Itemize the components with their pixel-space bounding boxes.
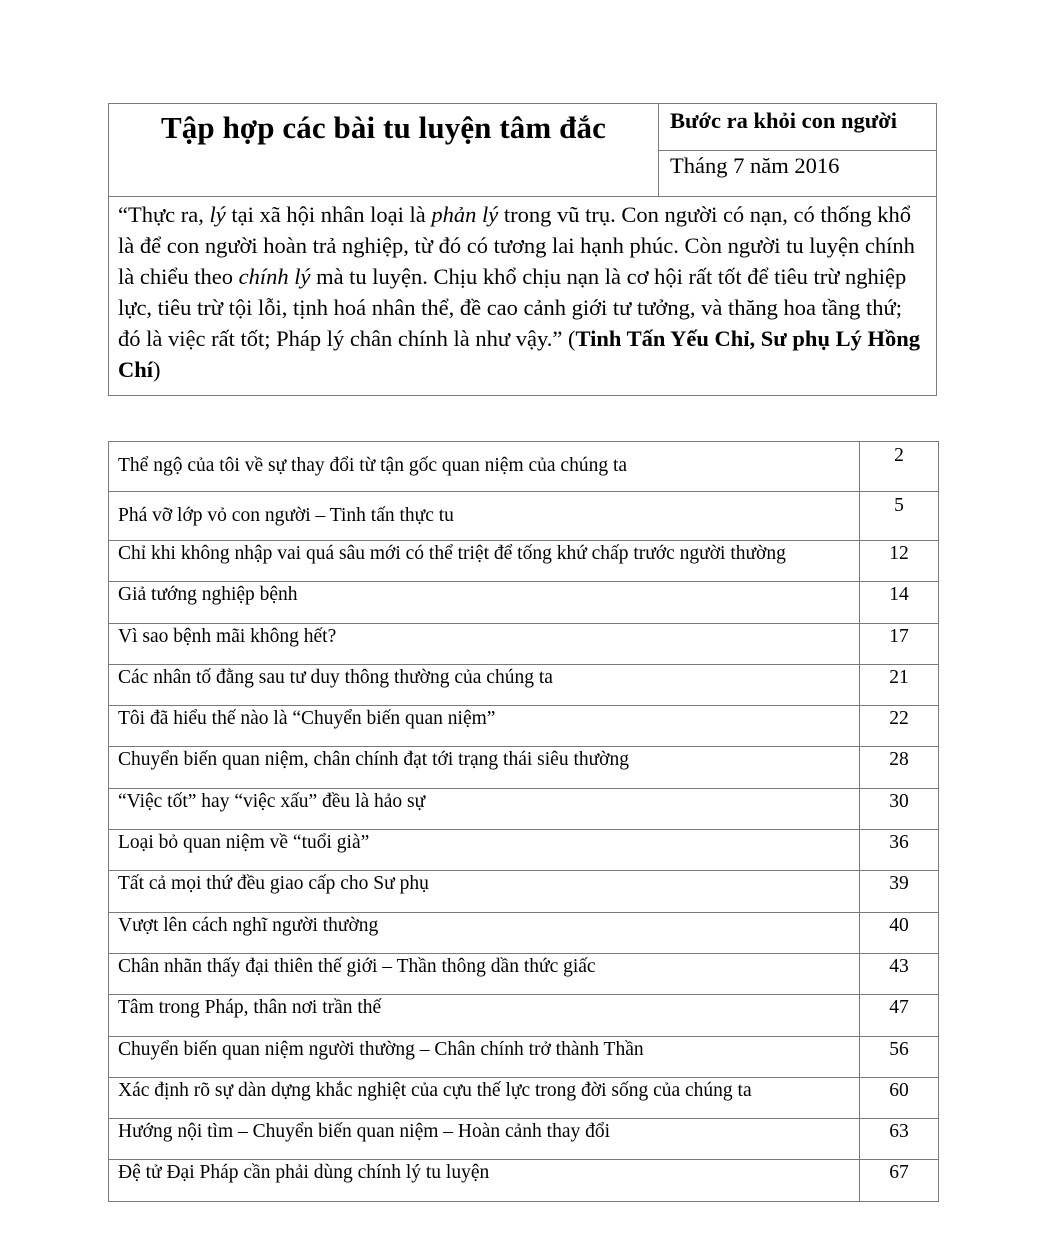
toc-page-cell xyxy=(860,871,939,912)
quote-segment: tại xã hội nhân loại là xyxy=(225,202,432,227)
toc-row[interactable] xyxy=(109,1077,939,1118)
toc-page-cell xyxy=(860,582,939,623)
subtitle-cell xyxy=(659,104,937,151)
quote-cell xyxy=(109,197,937,396)
toc-title[interactable]: Tâm trong Pháp, thân nơi trần thế xyxy=(118,997,382,1019)
toc-title-cell xyxy=(109,706,860,747)
toc-title-cell xyxy=(109,491,860,541)
toc-page-number: 56 xyxy=(889,1038,909,1060)
toc-row[interactable] xyxy=(109,830,939,871)
toc-row[interactable] xyxy=(109,912,939,953)
toc-title[interactable]: “Việc tốt” hay “việc xấu” đều là hảo sự xyxy=(118,790,426,812)
toc-title[interactable]: Các nhân tố đằng sau tư duy thông thường của chúng ta xyxy=(118,666,553,688)
toc-row[interactable] xyxy=(109,623,939,664)
toc-row[interactable] xyxy=(109,491,939,541)
toc-page-cell xyxy=(860,747,939,788)
toc-title-cell xyxy=(109,541,860,582)
toc-page-cell xyxy=(860,706,939,747)
toc-row[interactable] xyxy=(109,995,939,1036)
toc-title[interactable]: Chân nhãn thấy đại thiên thế giới – Thần thông dần thức giấc xyxy=(118,955,596,977)
toc-title-cell xyxy=(109,1119,860,1160)
toc-title-cell xyxy=(109,871,860,912)
toc-row[interactable] xyxy=(109,788,939,829)
toc-page-cell xyxy=(860,664,939,705)
toc-page-cell xyxy=(860,912,939,953)
toc-title[interactable]: Vì sao bệnh mãi không hết? xyxy=(118,625,337,647)
document-date: Tháng 7 năm 2016 xyxy=(670,153,840,178)
toc-title-cell xyxy=(109,788,860,829)
quote-segment: ) xyxy=(153,357,161,382)
quote-emphasis: lý xyxy=(209,202,226,227)
toc-row[interactable] xyxy=(109,706,939,747)
toc-title[interactable]: Xác định rõ sự dàn dựng khắc nghiệt của cựu thế lực trong đời sống của chúng ta xyxy=(118,1079,752,1101)
toc-title[interactable]: Thể ngộ của tôi về sự thay đổi từ tận gốc quan niệm của chúng ta xyxy=(118,455,628,476)
toc-title-cell xyxy=(109,1160,860,1201)
toc-title-cell xyxy=(109,1036,860,1077)
toc-title-cell xyxy=(109,995,860,1036)
toc-page-cell xyxy=(860,623,939,664)
toc-page-cell xyxy=(860,1160,939,1201)
toc-page-cell xyxy=(860,442,939,492)
quote-segment: trong vũ trụ. Con người có nạn, có thống khổ là để con người hoàn trả nghiệp, từ đó có tương lai hạnh phúc. Còn người tu luyện chính là chiểu theo xyxy=(118,202,915,289)
toc-page-number: 40 xyxy=(889,914,909,936)
toc-page-number: 12 xyxy=(889,543,909,564)
toc-title-cell xyxy=(109,582,860,623)
toc-title[interactable]: Tất cả mọi thứ đều giao cấp cho Sư phụ xyxy=(118,873,429,895)
toc-row[interactable] xyxy=(109,664,939,705)
toc-row[interactable] xyxy=(109,442,939,492)
toc-row[interactable] xyxy=(109,747,939,788)
toc-page-cell xyxy=(860,1036,939,1077)
toc-title[interactable]: Chuyển biến quan niệm, chân chính đạt tới trạng thái siêu thường xyxy=(118,749,629,771)
toc-title[interactable]: Giả tướng nghiệp bệnh xyxy=(118,584,298,606)
toc-row[interactable] xyxy=(109,1160,939,1201)
toc-page-number: 47 xyxy=(889,997,909,1019)
toc-page-number: 14 xyxy=(889,584,909,606)
toc-page-cell xyxy=(860,953,939,994)
toc-page-number: 30 xyxy=(889,790,909,812)
date-cell xyxy=(659,151,937,197)
toc-title[interactable]: Đệ tử Đại Pháp cần phải dùng chính lý tu luyện xyxy=(118,1162,490,1184)
toc-title[interactable]: Hướng nội tìm – Chuyển biến quan niệm – Hoàn cảnh thay đổi xyxy=(118,1121,611,1143)
toc-row[interactable] xyxy=(109,871,939,912)
toc-title[interactable]: Vượt lên cách nghĩ người thường xyxy=(118,914,379,936)
toc-page-number: 39 xyxy=(889,873,909,895)
toc-title-cell xyxy=(109,747,860,788)
toc-title[interactable]: Loại bỏ quan niệm về “tuổi già” xyxy=(118,832,370,854)
toc-title-cell xyxy=(109,623,860,664)
toc-title-cell xyxy=(109,1077,860,1118)
toc-page-number: 63 xyxy=(889,1121,909,1143)
header-table xyxy=(108,103,937,396)
toc-row[interactable] xyxy=(109,953,939,994)
toc-page-number: 2 xyxy=(894,445,904,466)
toc-page-cell xyxy=(860,995,939,1036)
table-of-contents xyxy=(108,441,939,1202)
toc-page-number: 22 xyxy=(889,708,909,730)
toc-row[interactable] xyxy=(109,541,939,582)
toc-page-cell xyxy=(860,788,939,829)
quote-emphasis: chính lý xyxy=(238,264,311,289)
toc-page-cell xyxy=(860,830,939,871)
toc-title[interactable]: Phá vỡ lớp vỏ con người – Tinh tấn thực tu xyxy=(118,504,454,526)
document-subtitle: Bước ra khỏi con người xyxy=(670,108,897,133)
toc-title[interactable]: Chuyển biến quan niệm người thường – Chân chính trở thành Thần xyxy=(118,1038,644,1060)
toc-row[interactable] xyxy=(109,1036,939,1077)
toc-page-number: 21 xyxy=(889,666,909,688)
toc-page-number: 43 xyxy=(889,955,909,977)
toc-page-number: 36 xyxy=(889,832,909,854)
toc-title-cell xyxy=(109,664,860,705)
toc-page-cell xyxy=(860,541,939,582)
toc-page-number: 5 xyxy=(894,494,904,516)
toc-title[interactable]: Chỉ khi không nhập vai quá sâu mới có thể triệt để tống khứ chấp trước người thường xyxy=(118,543,786,564)
toc-page-cell xyxy=(860,491,939,541)
toc-title-cell xyxy=(109,442,860,492)
toc-page-cell xyxy=(860,1077,939,1118)
toc-page-number: 28 xyxy=(889,749,909,771)
toc-page-number: 60 xyxy=(889,1079,909,1101)
quote-emphasis: phản lý xyxy=(431,202,499,227)
toc-title-cell xyxy=(109,830,860,871)
toc-title[interactable]: Tôi đã hiểu thế nào là “Chuyển biến quan niệm” xyxy=(118,708,496,730)
toc-row[interactable] xyxy=(109,582,939,623)
quote-segment: “Thực ra, xyxy=(118,202,210,227)
quote-segment: mà tu luyện. Chịu khổ chịu nạn là cơ hội rất tốt để tiêu trừ nghiệp lực, tiêu trừ tội lỗi, tịnh hoá nhân thể, đề cao cảnh giới tư tưởng, và thăng hoa tầng thứ; đó là việc rất tốt; Pháp lý chân chính là như vậy.” ( xyxy=(118,264,907,351)
toc-title-cell xyxy=(109,912,860,953)
toc-title-cell xyxy=(109,953,860,994)
toc-row[interactable] xyxy=(109,1119,939,1160)
quote-attribution: Tinh Tấn Yếu Chỉ, Sư phụ Lý Hồng Chí xyxy=(118,326,920,382)
title-cell xyxy=(109,104,659,197)
quote-text xyxy=(118,202,920,382)
toc-page-number: 67 xyxy=(889,1162,909,1184)
toc-page-number: 17 xyxy=(889,625,909,647)
document-title: Tập hợp các bài tu luyện tâm đắc xyxy=(161,110,606,145)
toc-page-cell xyxy=(860,1119,939,1160)
